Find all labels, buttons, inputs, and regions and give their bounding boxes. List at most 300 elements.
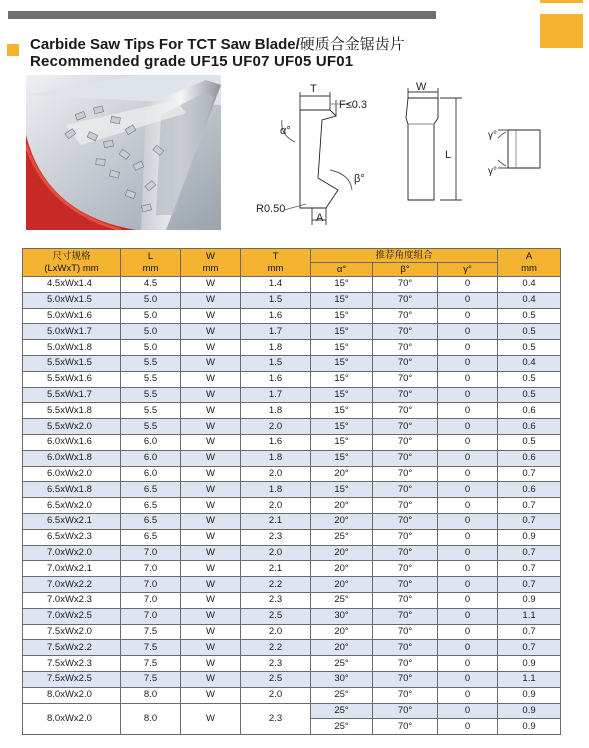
cell-spec: 5.5xWx1.5 <box>23 355 121 371</box>
top-view-drawing <box>498 130 540 168</box>
table-row <box>23 498 561 514</box>
cell-A: 0.5 <box>498 387 561 403</box>
cell-T: 1.8 <box>241 482 311 498</box>
cell-A: 1.1 <box>498 671 561 687</box>
cell-W: W <box>181 640 241 656</box>
cell-W: W <box>181 671 241 687</box>
cell-W: W <box>181 513 241 529</box>
cell-beta: 70° <box>373 482 438 498</box>
cell-spec: 7.5xWx2.2 <box>23 640 121 656</box>
label-gamma-top: γ° <box>488 130 497 141</box>
cell-L: 5.0 <box>121 324 181 340</box>
cell-alpha: 15° <box>311 324 373 340</box>
table-row <box>23 687 561 703</box>
cell-spec: 6.5xWx2.3 <box>23 529 121 545</box>
cell-alpha: 15° <box>311 419 373 435</box>
cell-beta: 70° <box>373 308 438 324</box>
cell-L: 5.5 <box>121 371 181 387</box>
cell-alpha: 15° <box>311 403 373 419</box>
title-bullet-square <box>7 44 19 56</box>
cell-A: 0.5 <box>498 340 561 356</box>
cell-alpha: 20° <box>311 624 373 640</box>
cell-W: W <box>181 624 241 640</box>
cell-W: W <box>181 577 241 593</box>
cell-gamma: 0 <box>438 719 498 735</box>
cell-W: W <box>181 656 241 672</box>
cell-spec: 6.0xWx1.8 <box>23 450 121 466</box>
table-row <box>23 434 561 450</box>
table-row <box>23 466 561 482</box>
cell-spec: 6.5xWx2.1 <box>23 513 121 529</box>
cell-spec: 6.5xWx1.8 <box>23 482 121 498</box>
cell-L: 6.0 <box>121 434 181 450</box>
cell-alpha: 20° <box>311 577 373 593</box>
cell-W: W <box>181 545 241 561</box>
cell-A: 0.7 <box>498 640 561 656</box>
cell-alpha: 20° <box>311 640 373 656</box>
cell-A: 0.7 <box>498 466 561 482</box>
cell-beta: 70° <box>373 703 438 719</box>
cell-beta: 70° <box>373 640 438 656</box>
table-row <box>23 529 561 545</box>
corner-accent-block <box>540 14 583 48</box>
cell-gamma: 0 <box>438 608 498 624</box>
cell-beta: 70° <box>373 513 438 529</box>
table-row <box>23 656 561 672</box>
header-W-unit: mm <box>202 262 219 274</box>
cell-beta: 70° <box>373 529 438 545</box>
cell-T: 1.8 <box>241 340 311 356</box>
cell-L: 7.0 <box>121 545 181 561</box>
cell-beta: 70° <box>373 450 438 466</box>
cell-alpha: 30° <box>311 608 373 624</box>
cell-beta: 70° <box>373 387 438 403</box>
cell-A: 0.5 <box>498 324 561 340</box>
cell-alpha: 15° <box>311 277 373 293</box>
cell-W: W <box>181 450 241 466</box>
cell-W: W <box>181 561 241 577</box>
cell-A: 0.9 <box>498 687 561 703</box>
cell-alpha: 20° <box>311 545 373 561</box>
cell-L: 7.5 <box>121 656 181 672</box>
cell-L: 5.5 <box>121 387 181 403</box>
cell-A: 0.5 <box>498 434 561 450</box>
cell-beta: 70° <box>373 371 438 387</box>
cell-A: 0.7 <box>498 577 561 593</box>
cell-A: 0.9 <box>498 592 561 608</box>
cell-W: W <box>181 387 241 403</box>
cell-spec: 6.0xWx1.6 <box>23 434 121 450</box>
cell-gamma: 0 <box>438 308 498 324</box>
table-row <box>23 608 561 624</box>
product-photo <box>26 75 221 230</box>
cell-gamma: 0 <box>438 403 498 419</box>
cell-T: 1.5 <box>241 355 311 371</box>
cell-beta: 70° <box>373 687 438 703</box>
cell-alpha: 20° <box>311 466 373 482</box>
cell-spec: 7.5xWx2.3 <box>23 656 121 672</box>
recommended-grade-line: Recommended grade UF15 UF07 UF05 UF01 <box>30 53 354 70</box>
cell-beta: 70° <box>373 355 438 371</box>
cell-gamma: 0 <box>438 450 498 466</box>
cell-alpha: 30° <box>311 671 373 687</box>
cell-L: 5.5 <box>121 355 181 371</box>
corner-accent-line <box>540 0 583 3</box>
header-A-unit: mm <box>521 262 537 274</box>
cell-W: W <box>181 434 241 450</box>
cell-spec: 7.0xWx2.0 <box>23 545 121 561</box>
page-title <box>30 33 405 54</box>
cell-A: 0.9 <box>498 656 561 672</box>
cell-T: 1.6 <box>241 308 311 324</box>
cell-beta: 70° <box>373 324 438 340</box>
cell-spec: 5.5xWx1.6 <box>23 371 121 387</box>
cell-alpha: 15° <box>311 371 373 387</box>
table-row <box>23 450 561 466</box>
header-L-label: L <box>147 250 154 262</box>
cell-gamma: 0 <box>438 355 498 371</box>
cell-beta: 70° <box>373 719 438 735</box>
header-A-label: A <box>525 250 533 262</box>
cell-beta: 70° <box>373 592 438 608</box>
table-row <box>23 371 561 387</box>
label-T: T <box>310 83 317 95</box>
table-row <box>23 308 561 324</box>
cell-gamma: 0 <box>438 513 498 529</box>
table-row <box>23 387 561 403</box>
cell-alpha: 25° <box>311 719 373 735</box>
header-spec <box>23 249 121 277</box>
cell-beta: 70° <box>373 656 438 672</box>
cell-T: 2.0 <box>241 498 311 514</box>
cell-T: 1.4 <box>241 277 311 293</box>
cell-spec: 8.0xWx2.0 <box>23 687 121 703</box>
header-T-label: T <box>272 250 279 262</box>
cell-T: 2.0 <box>241 687 311 703</box>
cell-A: 0.7 <box>498 498 561 514</box>
cell-L: 7.0 <box>121 561 181 577</box>
cell-L: 6.5 <box>121 498 181 514</box>
cell-gamma: 0 <box>438 687 498 703</box>
cell-T: 1.6 <box>241 434 311 450</box>
cell-L: 7.0 <box>121 577 181 593</box>
cell-gamma: 0 <box>438 671 498 687</box>
cell-T: 2.2 <box>241 577 311 593</box>
cell-alpha: 15° <box>311 450 373 466</box>
cell-beta: 70° <box>373 292 438 308</box>
table-row <box>23 624 561 640</box>
table-row <box>23 640 561 656</box>
cell-beta: 70° <box>373 434 438 450</box>
cell-spec: 8.0xWx2.0 <box>23 703 121 735</box>
cell-beta: 70° <box>373 624 438 640</box>
cell-gamma: 0 <box>438 703 498 719</box>
cell-L: 7.5 <box>121 624 181 640</box>
cell-beta: 70° <box>373 340 438 356</box>
cell-T: 2.0 <box>241 466 311 482</box>
table-row <box>23 277 561 293</box>
cell-gamma: 0 <box>438 277 498 293</box>
cell-gamma: 0 <box>438 561 498 577</box>
label-W: W <box>416 81 427 93</box>
cell-L: 5.5 <box>121 403 181 419</box>
cell-spec: 7.0xWx2.2 <box>23 577 121 593</box>
cell-alpha: 20° <box>311 513 373 529</box>
cell-alpha: 25° <box>311 703 373 719</box>
cell-gamma: 0 <box>438 482 498 498</box>
cell-L: 5.0 <box>121 308 181 324</box>
cell-T: 2.5 <box>241 671 311 687</box>
table-row <box>23 403 561 419</box>
cell-W: W <box>181 687 241 703</box>
cell-W: W <box>181 703 241 735</box>
cell-alpha: 15° <box>311 434 373 450</box>
header-angles: 推荐角度组合 <box>311 249 498 263</box>
cell-alpha: 15° <box>311 482 373 498</box>
cell-L: 7.0 <box>121 608 181 624</box>
cell-gamma: 0 <box>438 624 498 640</box>
header-T-unit: mm <box>267 262 284 274</box>
cell-W: W <box>181 355 241 371</box>
cell-L: 5.0 <box>121 292 181 308</box>
cell-W: W <box>181 324 241 340</box>
cell-T: 2.3 <box>241 529 311 545</box>
cell-A: 0.7 <box>498 561 561 577</box>
cell-gamma: 0 <box>438 466 498 482</box>
cell-T: 2.3 <box>241 703 311 735</box>
cell-A: 0.4 <box>498 277 561 293</box>
cell-spec: 5.0xWx1.7 <box>23 324 121 340</box>
header-spec-unit: (LxWxT) mm <box>44 262 99 274</box>
cell-A: 0.9 <box>498 703 561 719</box>
label-gamma-bottom: γ° <box>488 166 497 177</box>
table-row <box>23 592 561 608</box>
cell-alpha: 15° <box>311 387 373 403</box>
cell-A: 0.6 <box>498 419 561 435</box>
cell-A: 0.6 <box>498 450 561 466</box>
table-row <box>23 577 561 593</box>
cell-A: 0.7 <box>498 624 561 640</box>
cell-gamma: 0 <box>438 419 498 435</box>
cell-L: 6.0 <box>121 450 181 466</box>
table-row <box>23 671 561 687</box>
cell-alpha: 20° <box>311 498 373 514</box>
cell-gamma: 0 <box>438 640 498 656</box>
cell-A: 0.5 <box>498 308 561 324</box>
table-row <box>23 703 561 719</box>
table-row <box>23 513 561 529</box>
cell-A: 0.9 <box>498 529 561 545</box>
cell-beta: 70° <box>373 561 438 577</box>
cell-T: 2.3 <box>241 656 311 672</box>
cell-alpha: 15° <box>311 355 373 371</box>
top-divider-bar <box>8 11 436 19</box>
cell-T: 1.5 <box>241 292 311 308</box>
cell-spec: 5.0xWx1.6 <box>23 308 121 324</box>
label-R: R0.50 <box>256 203 286 215</box>
cell-beta: 70° <box>373 608 438 624</box>
cell-W: W <box>181 498 241 514</box>
cell-A: 0.5 <box>498 371 561 387</box>
cell-gamma: 0 <box>438 529 498 545</box>
cell-L: 6.5 <box>121 529 181 545</box>
table-row <box>23 482 561 498</box>
cell-beta: 70° <box>373 277 438 293</box>
cell-W: W <box>181 466 241 482</box>
cell-alpha: 25° <box>311 656 373 672</box>
cell-L: 7.5 <box>121 671 181 687</box>
cell-beta: 70° <box>373 419 438 435</box>
cell-T: 2.3 <box>241 592 311 608</box>
cell-T: 1.8 <box>241 450 311 466</box>
cell-spec: 6.0xWx2.0 <box>23 466 121 482</box>
label-beta: β° <box>354 173 365 185</box>
cell-A: 0.4 <box>498 292 561 308</box>
header-W <box>181 249 241 277</box>
cell-W: W <box>181 482 241 498</box>
header-spec-cn: 尺寸规格 <box>52 250 91 262</box>
cell-W: W <box>181 292 241 308</box>
cell-gamma: 0 <box>438 656 498 672</box>
cell-alpha: 25° <box>311 529 373 545</box>
header-W-label: W <box>206 250 215 262</box>
cell-beta: 70° <box>373 577 438 593</box>
cell-alpha: 25° <box>311 592 373 608</box>
cell-beta: 70° <box>373 498 438 514</box>
cell-beta: 70° <box>373 671 438 687</box>
cell-spec: 5.5xWx2.0 <box>23 419 121 435</box>
table-row <box>23 292 561 308</box>
cell-L: 5.5 <box>121 419 181 435</box>
header-T <box>241 249 311 277</box>
cell-T: 2.5 <box>241 608 311 624</box>
side-view-drawing <box>282 92 352 225</box>
cell-spec: 7.0xWx2.1 <box>23 561 121 577</box>
cell-alpha: 15° <box>311 308 373 324</box>
cell-L: 6.5 <box>121 513 181 529</box>
header-L-unit: mm <box>142 262 159 274</box>
table-row <box>23 355 561 371</box>
label-L: L <box>445 149 452 161</box>
cell-A: 0.6 <box>498 482 561 498</box>
cell-beta: 70° <box>373 466 438 482</box>
cell-L: 8.0 <box>121 687 181 703</box>
cell-alpha: 25° <box>311 687 373 703</box>
cell-L: 8.0 <box>121 703 181 735</box>
cell-spec: 7.0xWx2.5 <box>23 608 121 624</box>
cell-W: W <box>181 371 241 387</box>
title-english: Carbide Saw Tips For TCT Saw Blade/ <box>30 36 300 53</box>
cell-L: 6.5 <box>121 482 181 498</box>
cell-W: W <box>181 592 241 608</box>
cell-A: 0.9 <box>498 719 561 735</box>
cell-alpha: 15° <box>311 340 373 356</box>
cell-W: W <box>181 308 241 324</box>
cell-spec: 4.5xWx1.4 <box>23 277 121 293</box>
cell-W: W <box>181 403 241 419</box>
front-view-drawing <box>406 88 462 200</box>
spec-table-body <box>23 277 561 735</box>
header-L <box>121 249 181 277</box>
label-A: A <box>316 212 324 224</box>
cell-spec: 6.5xWx2.0 <box>23 498 121 514</box>
cell-W: W <box>181 608 241 624</box>
cell-spec: 5.0xWx1.8 <box>23 340 121 356</box>
cell-T: 1.7 <box>241 324 311 340</box>
label-F: F≤0.3 <box>339 99 368 111</box>
cell-gamma: 0 <box>438 371 498 387</box>
cell-beta: 70° <box>373 545 438 561</box>
tip-geometry-diagram <box>240 80 585 230</box>
cell-T: 2.0 <box>241 624 311 640</box>
table-row <box>23 419 561 435</box>
cell-alpha: 15° <box>311 292 373 308</box>
cell-alpha: 20° <box>311 561 373 577</box>
cell-T: 1.6 <box>241 371 311 387</box>
cell-spec: 5.5xWx1.7 <box>23 387 121 403</box>
table-row <box>23 324 561 340</box>
cell-spec: 5.0xWx1.5 <box>23 292 121 308</box>
cell-spec: 7.0xWx2.3 <box>23 592 121 608</box>
header-alpha: α° <box>311 263 373 277</box>
cell-W: W <box>181 340 241 356</box>
cell-T: 2.2 <box>241 640 311 656</box>
cell-gamma: 0 <box>438 434 498 450</box>
cell-A: 0.6 <box>498 403 561 419</box>
header-gamma: γ° <box>438 263 498 277</box>
cell-spec: 7.5xWx2.0 <box>23 624 121 640</box>
table-row <box>23 340 561 356</box>
cell-L: 5.0 <box>121 340 181 356</box>
cell-T: 2.1 <box>241 513 311 529</box>
cell-L: 4.5 <box>121 277 181 293</box>
header-A <box>498 249 561 277</box>
cell-W: W <box>181 277 241 293</box>
cell-T: 2.0 <box>241 419 311 435</box>
cell-A: 1.1 <box>498 608 561 624</box>
cell-T: 1.7 <box>241 387 311 403</box>
cell-A: 0.7 <box>498 513 561 529</box>
cell-gamma: 0 <box>438 498 498 514</box>
cell-gamma: 0 <box>438 387 498 403</box>
cell-gamma: 0 <box>438 592 498 608</box>
cell-A: 0.4 <box>498 355 561 371</box>
cell-L: 7.0 <box>121 592 181 608</box>
header-beta: β° <box>373 263 438 277</box>
cell-W: W <box>181 419 241 435</box>
cell-L: 6.0 <box>121 466 181 482</box>
cell-T: 1.8 <box>241 403 311 419</box>
spec-table <box>22 248 561 735</box>
cell-spec: 5.5xWx1.8 <box>23 403 121 419</box>
cell-T: 2.1 <box>241 561 311 577</box>
table-row <box>23 561 561 577</box>
cell-A: 0.7 <box>498 545 561 561</box>
cell-gamma: 0 <box>438 340 498 356</box>
cell-gamma: 0 <box>438 545 498 561</box>
cell-W: W <box>181 529 241 545</box>
cell-gamma: 0 <box>438 577 498 593</box>
table-row <box>23 545 561 561</box>
cell-gamma: 0 <box>438 292 498 308</box>
cell-spec: 7.5xWx2.5 <box>23 671 121 687</box>
cell-beta: 70° <box>373 403 438 419</box>
cell-T: 2.0 <box>241 545 311 561</box>
cell-L: 7.5 <box>121 640 181 656</box>
label-alpha: α° <box>280 125 291 137</box>
title-chinese: 硬质合金锯齿片 <box>299 35 405 53</box>
cell-gamma: 0 <box>438 324 498 340</box>
